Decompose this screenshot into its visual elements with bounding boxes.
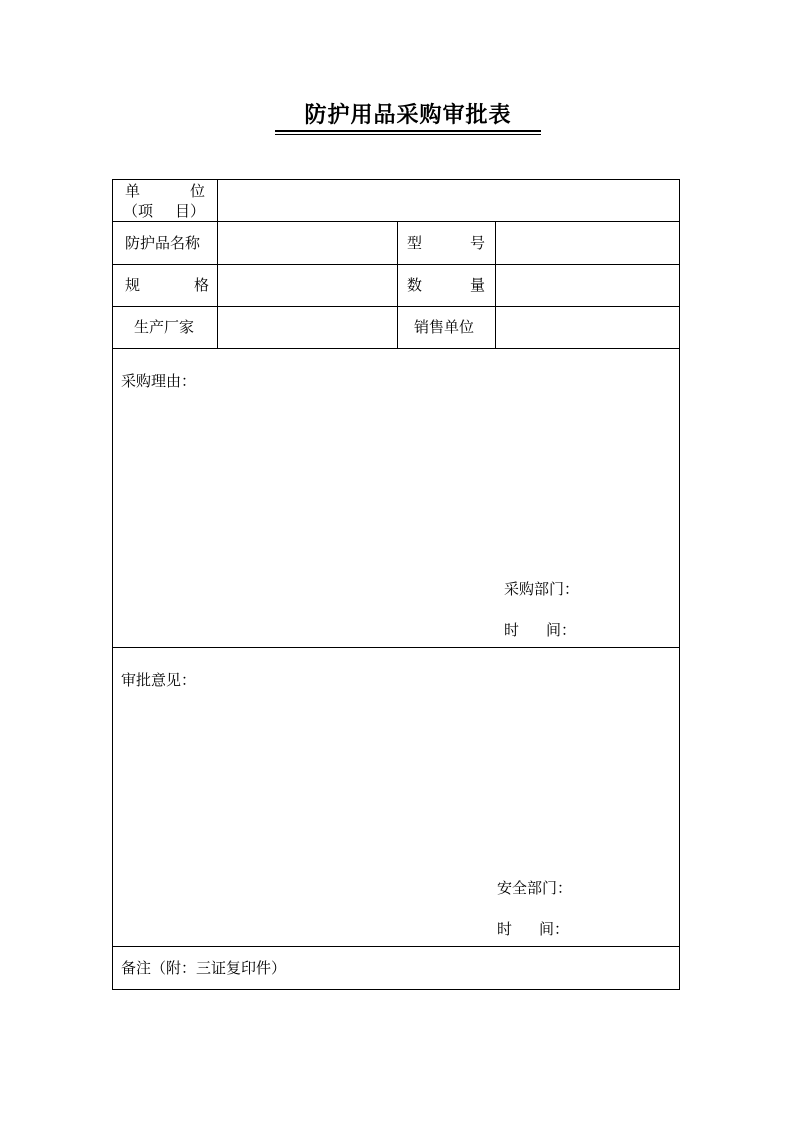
product-name-label: 防护品名称: [125, 234, 201, 252]
quantity-label-char-2: 量: [469, 276, 485, 294]
approval-time-char-1: 时: [497, 920, 513, 938]
model-label: [407, 233, 485, 253]
title-underline-thick: [275, 130, 541, 132]
purchase-dept-label: 采购部门：: [504, 580, 580, 598]
title-block: [275, 100, 541, 136]
unit-value-field[interactable]: [218, 180, 679, 221]
row-divider-4: [113, 348, 679, 349]
approval-form-table: [112, 179, 680, 990]
manufacturer-field[interactable]: [218, 307, 397, 348]
product-name-field[interactable]: [218, 222, 397, 264]
approval-opinion-label: 审批意见：: [121, 671, 197, 689]
title-underline-thin: [275, 134, 541, 135]
col-divider-2: [397, 221, 398, 349]
purchase-reason-label: 采购理由：: [121, 372, 197, 390]
seller-label: 销售单位: [414, 318, 475, 336]
spec-label: [125, 275, 209, 295]
model-field[interactable]: [496, 222, 679, 264]
unit-label-line1: [125, 181, 205, 201]
purchase-time-char-2: 间：: [545, 621, 576, 639]
model-label-char-1: 型: [407, 234, 423, 252]
quantity-label-char-1: 数: [407, 276, 423, 294]
row-divider-5: [113, 647, 679, 648]
remark-label: 备注（附：三证复印件）: [121, 959, 287, 977]
quantity-label: [407, 275, 485, 295]
spec-label-char-2: 格: [193, 276, 209, 294]
unit-label-char-2: 位: [189, 182, 205, 200]
seller-field[interactable]: [496, 307, 679, 348]
approval-time-label: [497, 919, 569, 939]
unit-label-line2: [123, 201, 205, 221]
spec-label-char-1: 规: [125, 276, 141, 294]
spec-field[interactable]: [218, 265, 397, 306]
purchase-time-char-1: 时: [504, 621, 520, 639]
page-title: 防护用品采购审批表: [304, 103, 512, 128]
purchase-reason-area[interactable]: [113, 390, 679, 580]
row-divider-6: [113, 946, 679, 947]
model-label-char-2: 号: [469, 234, 485, 252]
unit-label-char-1: 单: [125, 182, 141, 200]
safety-dept-label: 安全部门：: [497, 879, 573, 897]
quantity-field[interactable]: [496, 265, 679, 306]
unit-label-item-a: （项: [123, 202, 154, 220]
manufacturer-label: 生产厂家: [134, 318, 195, 336]
approval-opinion-area[interactable]: [113, 690, 679, 880]
unit-label-item-b: 目）: [174, 202, 205, 220]
purchase-time-label: [504, 620, 576, 640]
approval-time-char-2: 间：: [538, 920, 569, 938]
